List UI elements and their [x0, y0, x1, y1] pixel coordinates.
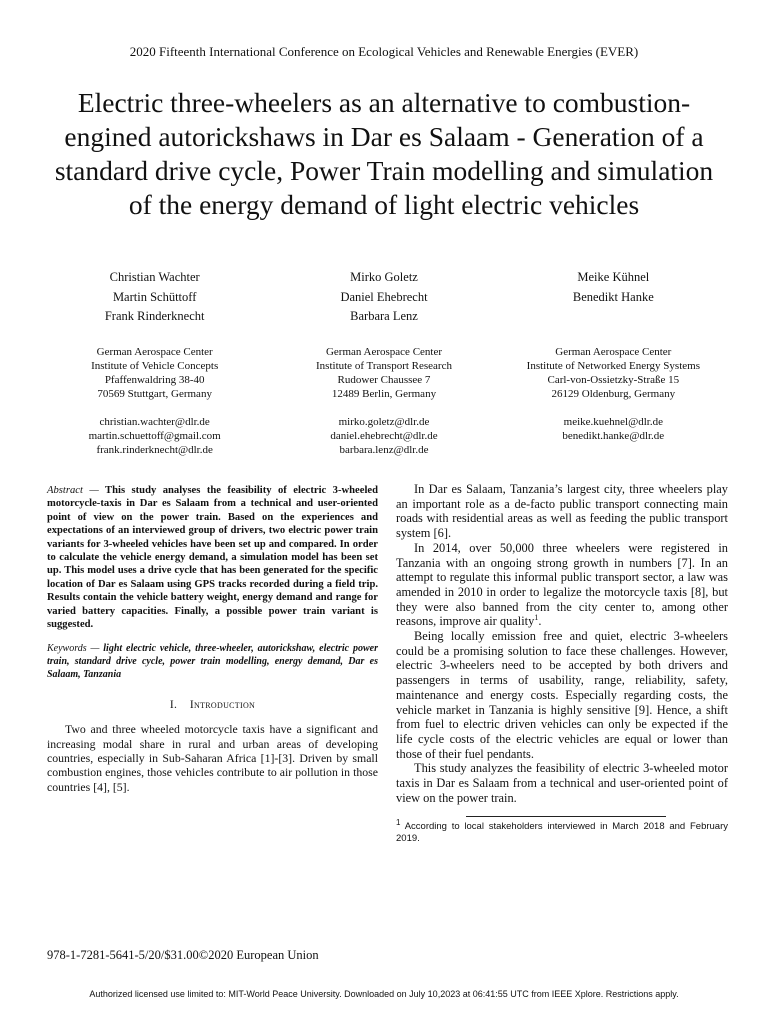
keywords-text: light electric vehicle, three-wheeler, autorickshaw, electric power train, standard drive cycle, power train modelling, energy demand, Dar es Salaam, Tanzania [47, 643, 378, 681]
affiliation-org: German Aerospace Center [96, 346, 213, 358]
intro-paragraph: In Dar es Salaam, Tanzania’s largest city, three wheelers play an important role as a de-facto public transport connecting main roads with residential areas as well as feeding the public transport system [6]. [396, 482, 728, 541]
abstract-text: This study analyses the feasibility of electric 3-wheeled motorcycle-taxis in Dar es Salaam from a technical and user-oriented point of view on the power train. Based on the experiences and expectations of an interviewed group of drivers, two electric power train variants for 3-wheeled vehicles have been set up and compared. In order to calculate the vehicle energy demand, a simulation model has been set up. This model uses a drive cycle that has been generated for the specific location of Dar es Salaam using GPS tracks recorded during a field trip. Results contain the vehicle battery weight, energy demand and range for varied battery capacities. Finally, a possible power train variant is suggested. [47, 485, 378, 631]
author-email[interactable]: meike.kuehnel@dlr.de [563, 416, 663, 428]
author-name: Martin Schüttoff [112, 289, 197, 304]
footnote-ref[interactable]: 1 [534, 613, 539, 623]
keywords [47, 643, 378, 681]
author-email[interactable]: barbara.lenz@dlr.de [339, 444, 429, 456]
right-column [396, 482, 728, 845]
author-name: Barbara Lenz [350, 309, 418, 323]
section-number: I. [169, 698, 178, 711]
author-email[interactable]: frank.rinderknecht@dlr.de [96, 444, 213, 456]
intro-paragraph [396, 541, 728, 629]
author-column-2 [269, 268, 498, 327]
author-name: Frank Rinderknecht [104, 309, 205, 323]
affiliation-city: 26129 Oldenburg, Germany [551, 388, 676, 400]
keywords-label: Keywords — [47, 643, 100, 655]
affiliation-street: Pfaffenwaldring 38-40 [104, 374, 205, 386]
author-name: Mirko Goletz [350, 270, 418, 284]
author-column-3 [499, 268, 728, 327]
abstract-label: Abstract — [47, 485, 99, 496]
author-email[interactable]: benedikt.hanke@dlr.de [562, 430, 665, 442]
affiliation-block [40, 345, 728, 457]
author-block [40, 268, 728, 327]
paragraph-end: . [538, 614, 542, 629]
abstract [47, 484, 378, 631]
affiliation-org: German Aerospace Center [325, 346, 443, 358]
author-column-1 [40, 268, 269, 327]
affiliation-column-1 [40, 345, 269, 457]
author-name: Daniel Ehebrecht [340, 289, 428, 304]
conference-header: 2020 Fifteenth International Conference on Ecological Vehicles and Renewable Energies (EVER) [129, 44, 639, 59]
intro-paragraph: Two and three wheeled motorcycle taxis have a significant and increasing modal share in rural and urban areas of developing countries, especially in Sub-Saharan Africa [1]-[3]. Driven by small combustion engines, those vehicles contribute to air pollution in those countries [4], [5]. [47, 722, 378, 794]
author-email[interactable]: christian.wachter@dlr.de [99, 416, 210, 428]
author-name: Benedikt Hanke [572, 289, 654, 304]
affiliation-dept: Institute of Vehicle Concepts [91, 360, 219, 372]
author-email[interactable]: mirko.goletz@dlr.de [338, 416, 430, 428]
affiliation-dept: Institute of Transport Research [316, 360, 452, 372]
affiliation-dept: Institute of Networked Energy Systems [526, 360, 700, 372]
section-heading [47, 698, 378, 712]
section-title: Introduction [189, 698, 256, 711]
footnote-mark: 1 [396, 818, 401, 828]
intro-paragraph: Being locally emission free and quiet, electric 3-wheelers could be a promising solution to face these challenges. However, electric 3-wheelers need to be accepted by both drivers and passengers in terms of usability, range, reliability, safety, maintenance and energy costs. Especially regarding costs, the vehicle market in Tanzania is highly sensitive [9]. Hence, a shift from fuel to electric driven vehicles can only be expected if the life cycle costs of the electric vehicles are equal or lower than those of their fuel pendants. [396, 629, 728, 761]
author-email[interactable]: martin.schuettoff@gmail.com [88, 430, 221, 442]
author-name: Meike Kühnel [577, 270, 650, 284]
author-email[interactable]: daniel.ehebrecht@dlr.de [330, 430, 438, 442]
footnote-divider [466, 816, 666, 817]
footnote [396, 818, 728, 845]
affiliation-street: Rudower Chaussee 7 [337, 374, 431, 386]
affiliation-city: 12489 Berlin, Germany [331, 388, 437, 400]
intro-paragraph: This study analyzes the feasibility of electric 3-wheeled motor taxis in Dar es Salaam from a technical and user-oriented point of view on the power train. [396, 761, 728, 805]
affiliation-column-2 [269, 345, 498, 457]
paragraph-text: In 2014, over 50,000 three wheelers were registered in Tanzania with an ongoing strong growth in numbers [7]. In an attempt to regulate this informal public transport sector, a law was amended in 2010 in order to legalize the motorcycle taxis [8], but they were also banned from the city center to, among other reasons, improve air quality [396, 540, 728, 629]
author-name: Christian Wachter [109, 270, 200, 284]
affiliation-column-3 [499, 345, 728, 457]
paper-title: Electric three-wheelers as an alternative to combustion-engined autorickshaws in Dar es Salaam - Generation of a standard drive cycle, Power Train modelling and simulation of the energy demand of light electric vehicles [54, 87, 714, 220]
isbn-copyright: 978-1-7281-5641-5/20/$31.00©2020 European Union [47, 948, 319, 962]
affiliation-street: Carl-von-Ossietzky-Straße 15 [547, 374, 680, 386]
affiliation-city: 70569 Stuttgart, Germany [97, 388, 212, 400]
footnote-text: According to local stakeholders interviewed in March 2018 and February 2019. [396, 821, 728, 845]
license-notice: Authorized licensed use limited to: MIT-World Peace University. Downloaded on July 10,2023 at 06:41:55 UTC from IEEE Xplore. Restrictions apply. [89, 989, 679, 999]
left-column [47, 484, 378, 794]
affiliation-org: German Aerospace Center [555, 346, 672, 358]
